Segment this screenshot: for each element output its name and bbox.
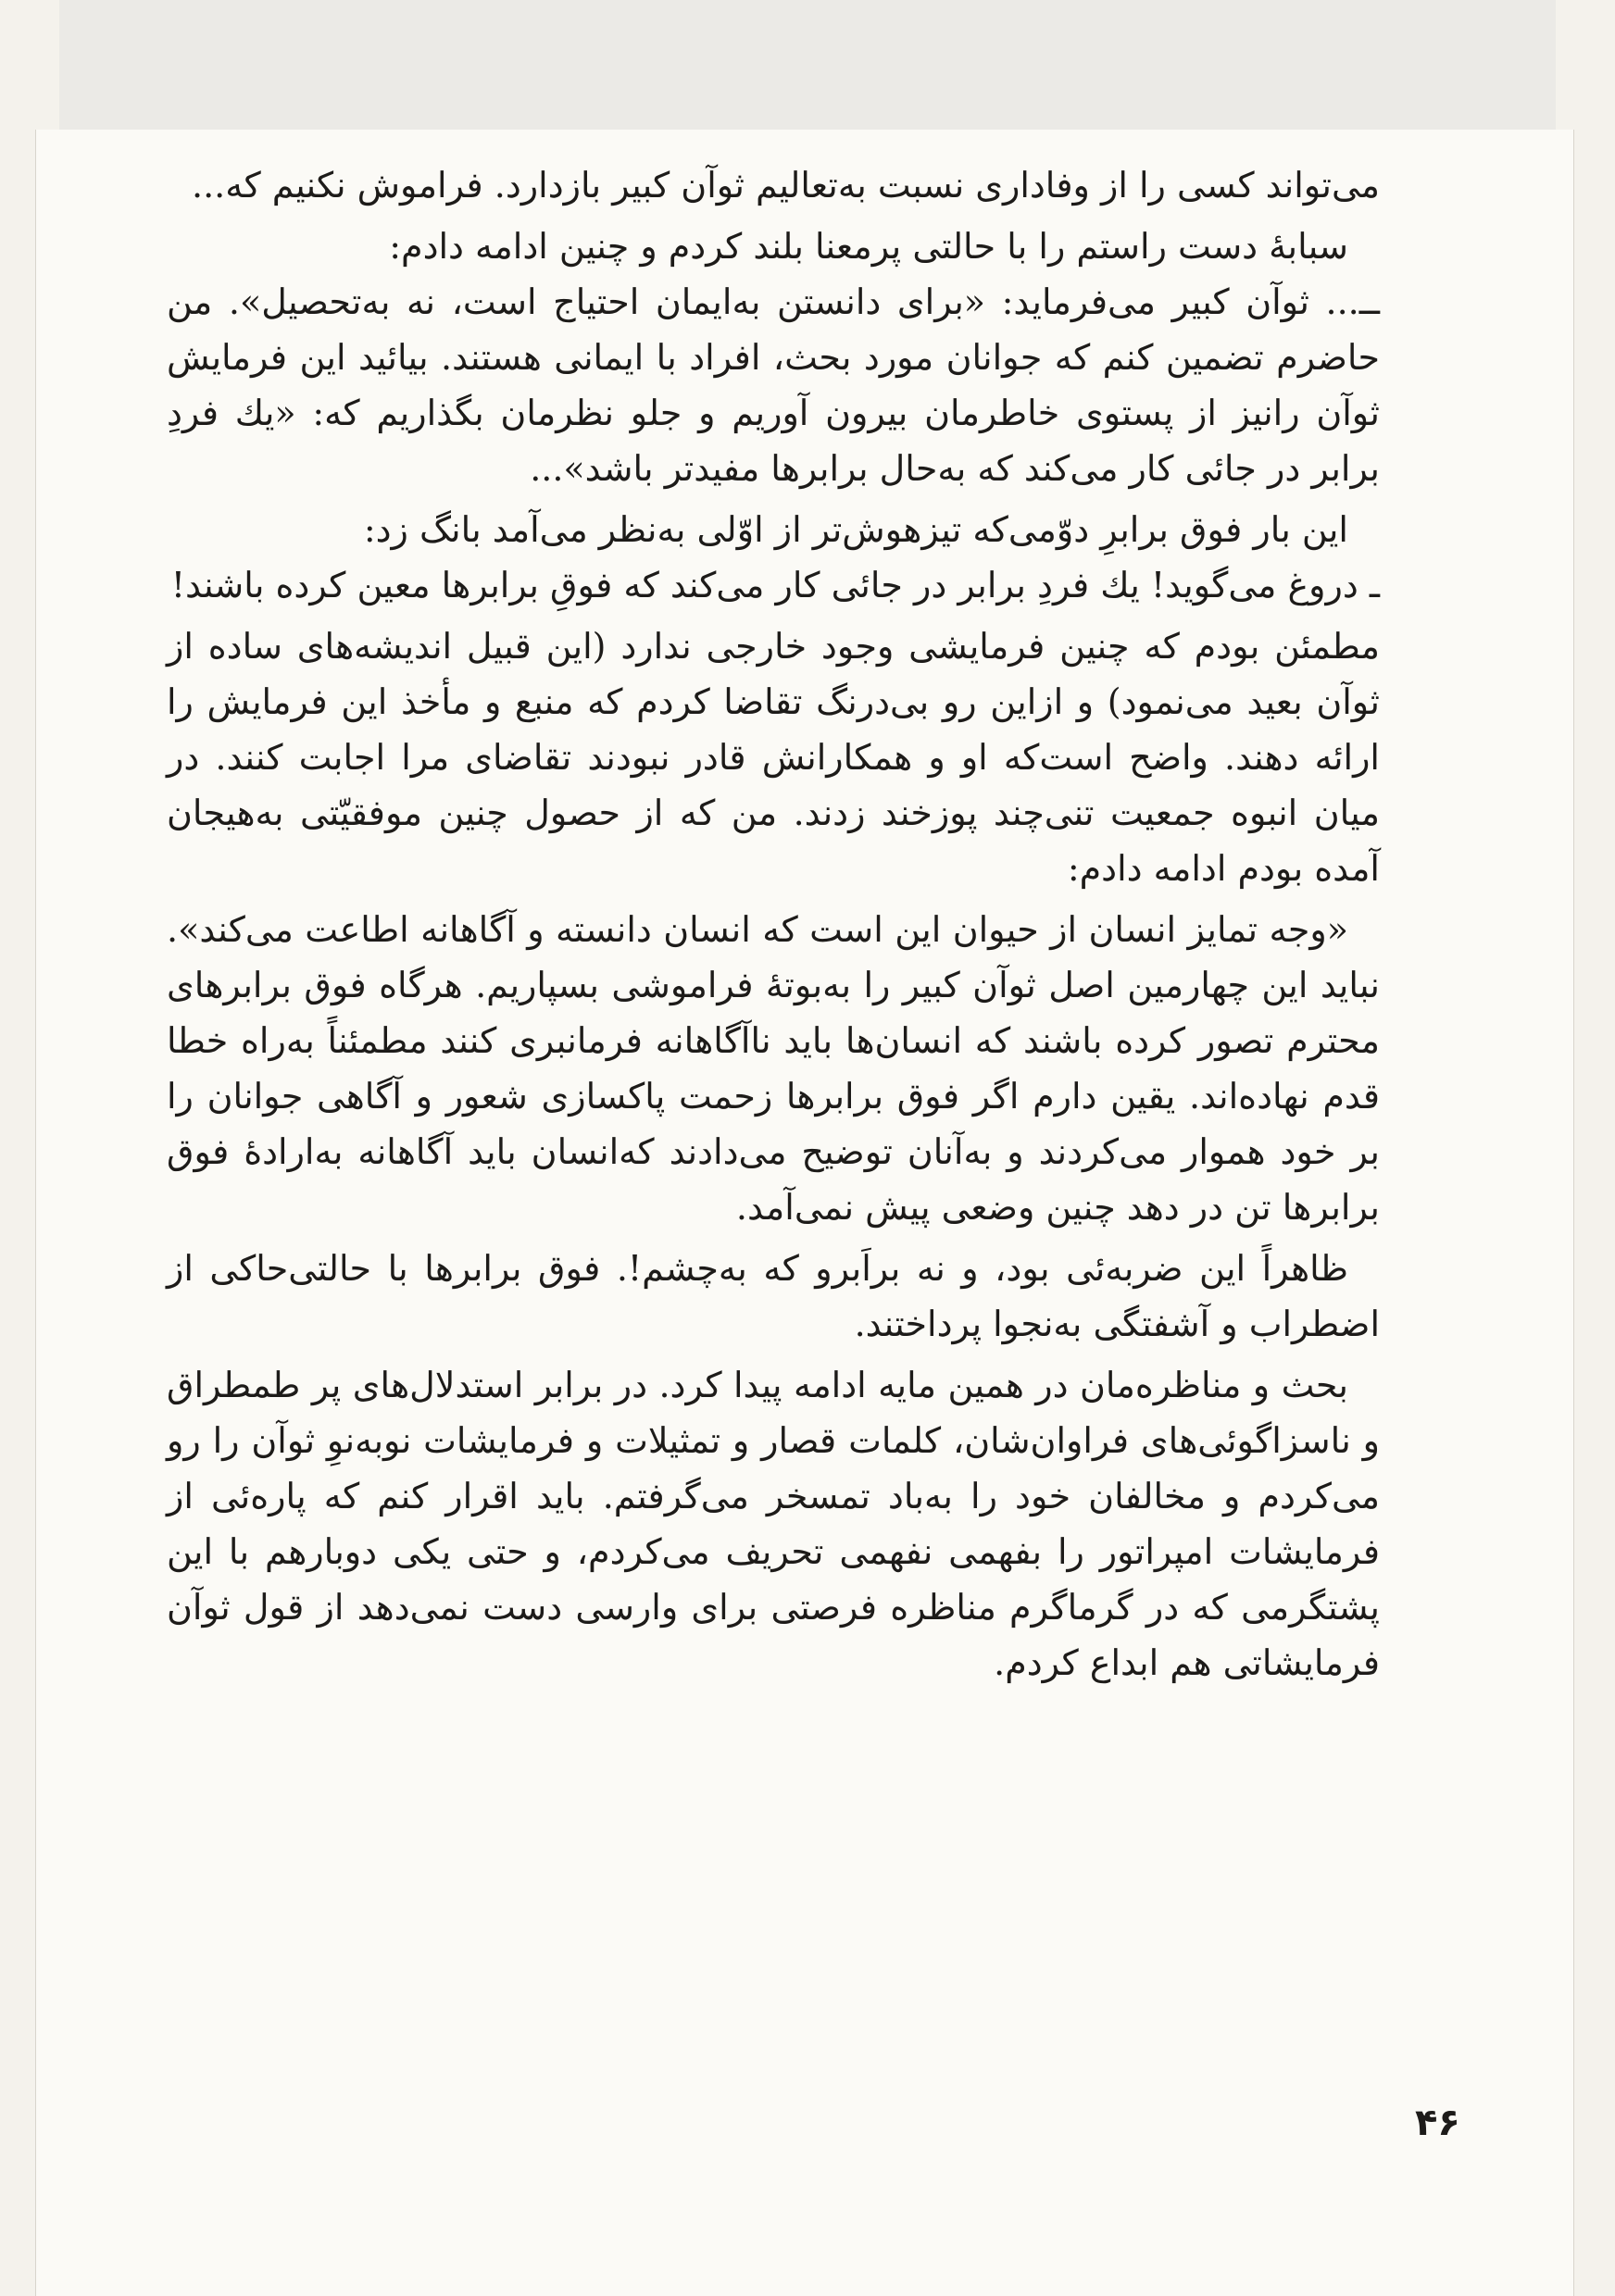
page-body-text	[167, 157, 1380, 1691]
paragraph-5: ـ دروغ می‌گوید! یك فردِ برابر در جائی کار می‌کند که فوقِ برابرها معین کرده باشند!	[170, 565, 1380, 605]
paragraph-6: مطمئن بودم که چنین فرمایشی وجود خارجی ندارد (این قبیل اندیشه‌های ساده از ثوآن بعید می‌نمود) و ازاین رو بی‌درنگ تقاضا کردم که منبع و مأخذ این فرمایش را ارائه دهند. واضح است‌که او و همکارانش قادر نبودند تقاضای مرا اجابت کنند. در میان انبوه جمعیت تنی‌چند پوزخند زدند. من که از حصول چنین موفقیّتی به‌هیجان آمده بودم ادامه دادم:	[167, 626, 1380, 889]
paragraph-4: این بار فوق برابرِ دوّمی‌که تیزهوش‌تر از اوّلی به‌نظر می‌آمد بانگ زد:	[363, 509, 1348, 550]
paragraph-2: سبابهٔ دست راستم را با حالتی پرمعنا بلند کردم و چنین ادامه دادم:	[389, 226, 1348, 267]
paragraph-8: ظاهراً این ضربه‌ئی بود، و نه براَبرو که به‌چشم!. فوق برابرها با حالتی‌حاکی از اضطراب و آشفتگی به‌نجوا پرداختند.	[167, 1248, 1380, 1344]
page-number: ۴۶	[1415, 2102, 1460, 2144]
paragraph-1: می‌تواند کسی را از وفاداری نسبت به‌تعالیم ثوآن کبیر بازدارد. فراموش نکنیم که...	[192, 165, 1380, 206]
scan-background-strip	[59, 0, 1556, 130]
paragraph-9: بحث و مناظره‌مان در همین مایه ادامه پیدا کرد. در برابر استدلال‌های پر طمطراق و ناسزاگوئی‌های فراوان‌شان، کلمات قصار و تمثیلات و فرمایشات نوبه‌نوِ ثوآن را رو می‌کردم و مخالفان خود را به‌باد تمسخر می‌گرفتم. باید اقرار کنم که پاره‌ئی از فرمایشات امپراتور را بفهمی نفهمی تحریف می‌کردم، و حتی یکی دوبارهم با این پشتگرمی که در گرماگرم مناظره فرصتی برای وارسی دست نمی‌دهد از قول ثوآن فرمایشاتی هم ابداع کردم.	[167, 1365, 1380, 1683]
paragraph-7: «وجه تمایز انسان از حیوان این است که انسان دانسته و آگاهانه اطاعت می‌کند». نباید این چهارمین اصل ثوآن کبیر را به‌بوتهٔ فراموشی بسپاریم. هرگاه فوق برابرهای محترم تصور کرده باشند که انسان‌ها باید ناآگاهانه فرمانبری کنند مطمئناً به‌راه خطا قدم نهاده‌اند. یقین دارم اگر فوق برابرها زحمت پاکسازی شعور و آگاهی جوانان را بر خود هموار می‌کردند و به‌آنان توضیح می‌دادند که‌انسان باید آگاهانه به‌ارادهٔ فوق برابرها تن در دهد چنین وضعی پیش نمی‌آمد.	[167, 909, 1380, 1228]
paragraph-3: ــ... ثوآن کبیر می‌فرماید: «برای دانستن به‌ایمان احتیاج است، نه به‌تحصیل». من حاضرم تضمین کنم که جوانان مورد بحث، افراد با ایمانی هستند. بیائید این فرمایش ثوآن رانیز از پستوی خاطرمان بیرون آوریم و جلو نظرمان بگذاریم که: «یك فردِ برابر در جائی کار می‌کند که به‌حال برابرها مفیدتر باشد»...	[167, 281, 1380, 489]
